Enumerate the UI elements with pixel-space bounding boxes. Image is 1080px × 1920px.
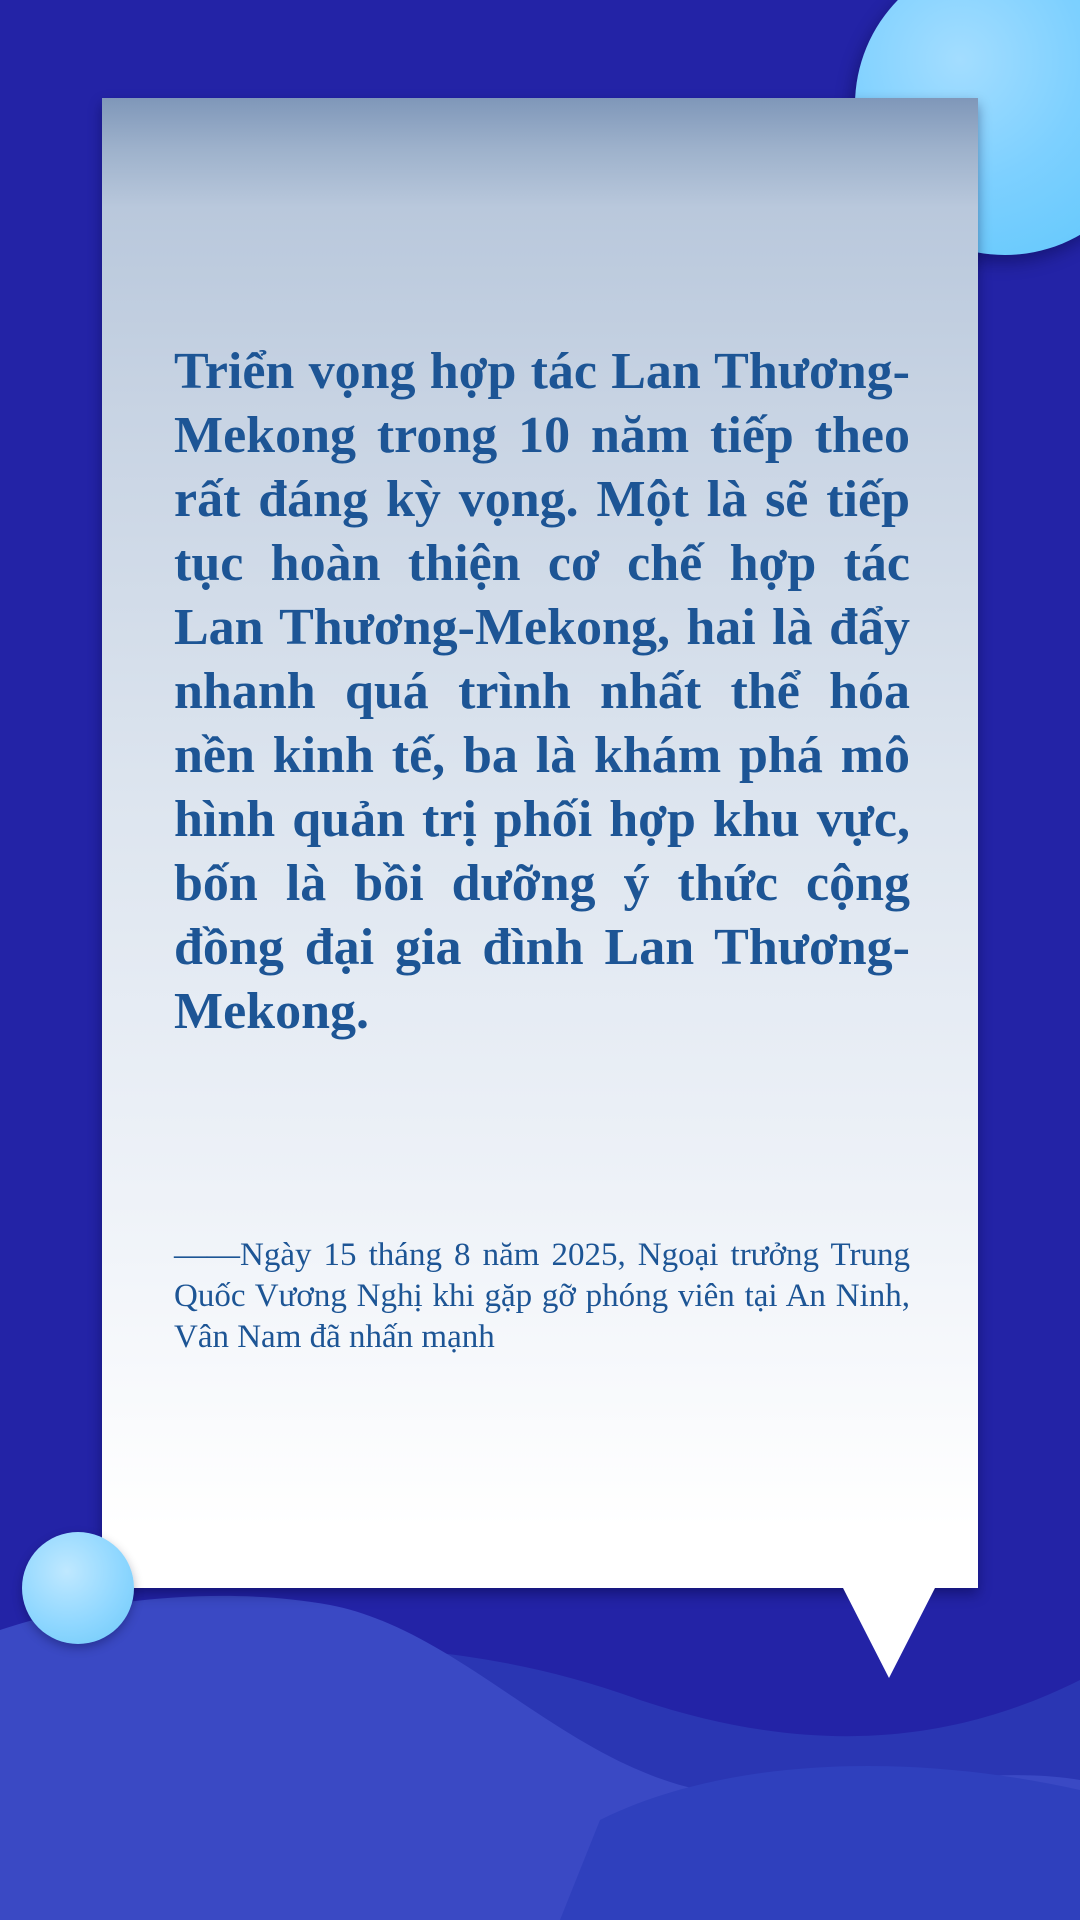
quote-attribution: ——Ngày 15 tháng 8 năm 2025, Ngoại trưởng Trung Quốc Vương Nghị khi gặp gỡ phóng viên tại An Ninh, Vân Nam đã nhấn mạnh — [174, 1237, 910, 1355]
quote-text: Triển vọng hợp tác Lan Thương-Mekong trong 10 năm tiếp theo rất đáng kỳ vọng. Một là sẽ tiếp tục hoàn thiện cơ chế hợp tác Lan Thương-Mekong, hai là đẩy nhanh quá trình nhất thể hóa nền kinh tế, ba là khám phá mô hình quản trị phối hợp khu vực, bốn là bồi dưỡng ý thức cộng đồng đại gia đình Lan Thương-Mekong. — [174, 343, 910, 1040]
decorative-small-circle — [22, 1532, 134, 1644]
speech-bubble-tail — [842, 1586, 936, 1678]
